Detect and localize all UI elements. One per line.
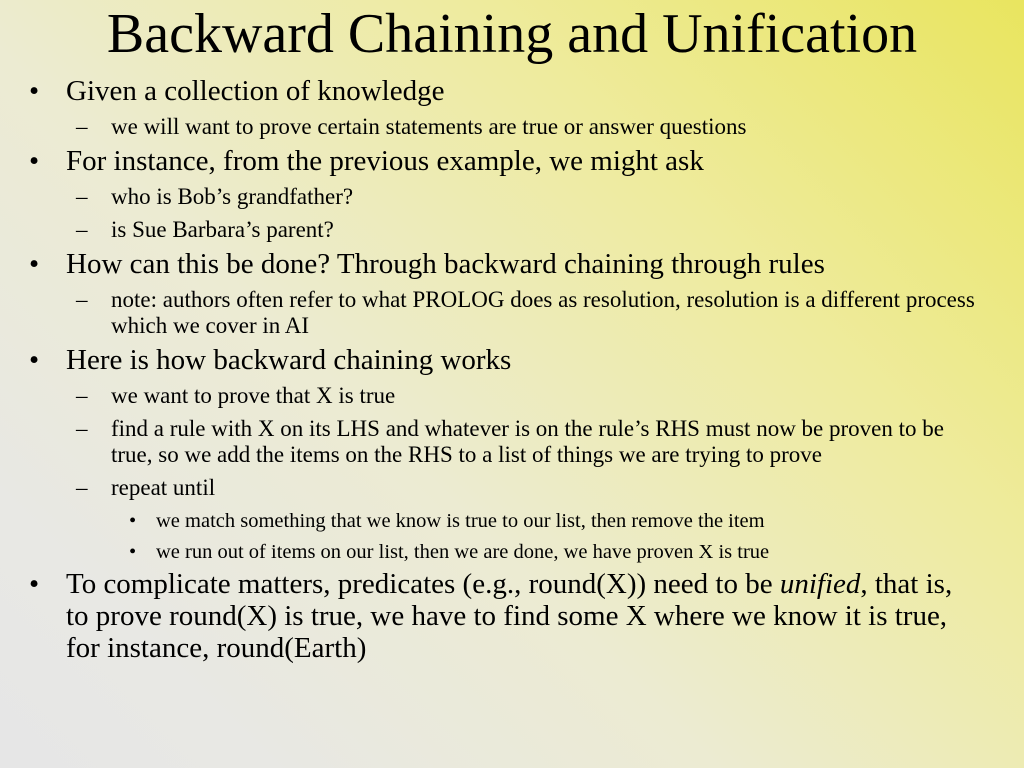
bullet-item xyxy=(0,344,1024,376)
bullet-item xyxy=(0,75,1024,107)
bullet-item xyxy=(0,568,1024,664)
bullet-text xyxy=(66,568,952,664)
sub-bullet-item xyxy=(0,114,1024,140)
sub-bullet-item xyxy=(0,184,1024,210)
bullet-item xyxy=(0,248,1024,280)
sub-bullet-item xyxy=(0,383,1024,409)
bullet-text: For instance, from the previous example, we might ask xyxy=(66,145,704,177)
bullet-text: Here is how backward chaining works xyxy=(66,344,512,376)
sub-bullet-item xyxy=(0,217,1024,243)
dash-marker: – xyxy=(76,475,88,500)
bullet-marker: • xyxy=(29,344,40,376)
bullet-text-part: To complicate matters, predicates (e.g., round(X)) need to be xyxy=(66,568,780,600)
bullet-text-part: , that is, to prove round(X) is true, we have to find some X where we know it is true, for instance, round(Earth) xyxy=(66,568,953,664)
sub-bullet-item xyxy=(0,475,1024,501)
sub-bullet-text: we will want to prove certain statements are true or answer questions xyxy=(111,114,747,139)
sub-bullet-text: note: authors often refer to what PROLOG does as resolution, resolution is a different process which we cover in AI xyxy=(111,287,975,338)
bullet-marker: • xyxy=(29,248,40,280)
sub-bullet-text: who is Bob’s grandfather? xyxy=(111,184,354,209)
sub-bullet-text: is Sue Barbara’s parent? xyxy=(111,217,334,242)
sub-bullet-item xyxy=(0,287,1024,339)
sub-bullet-text: find a rule with X on its LHS and whatever is on the rule’s RHS must now be proven to be true, so we add the items on the RHS to a list of things we are trying to prove xyxy=(111,416,944,467)
bullet-marker: • xyxy=(29,568,40,600)
bullet-list xyxy=(0,70,1024,664)
sub-bullet-text: repeat until xyxy=(111,475,216,500)
sub-bullet-text: we want to prove that X is true xyxy=(111,383,396,408)
bullet-item xyxy=(0,145,1024,177)
bullet-marker: • xyxy=(29,145,40,177)
bullet-text: How can this be done? Through backward chaining through rules xyxy=(66,248,825,280)
dash-marker: – xyxy=(76,114,88,139)
sub-sub-bullet-item xyxy=(0,541,1024,563)
sub-bullet-item xyxy=(0,416,1024,468)
bullet-text: Given a collection of knowledge xyxy=(66,75,445,107)
sub-sub-bullet-item xyxy=(0,510,1024,532)
dash-marker: – xyxy=(76,383,88,408)
dash-marker: – xyxy=(76,217,88,242)
sub-sub-bullet-text: we run out of items on our list, then we are done, we have proven X is true xyxy=(156,541,770,563)
emphasis-text: unified xyxy=(779,568,861,600)
bullet-marker: • xyxy=(29,75,40,107)
bullet-marker: • xyxy=(129,510,137,532)
bullet-marker: • xyxy=(129,541,137,563)
sub-sub-bullet-text: we match something that we know is true to our list, then remove the item xyxy=(156,510,765,532)
slide-title: Backward Chaining and Unification xyxy=(106,3,918,65)
dash-marker: – xyxy=(76,287,88,312)
dash-marker: – xyxy=(76,416,88,441)
dash-marker: – xyxy=(76,184,88,209)
